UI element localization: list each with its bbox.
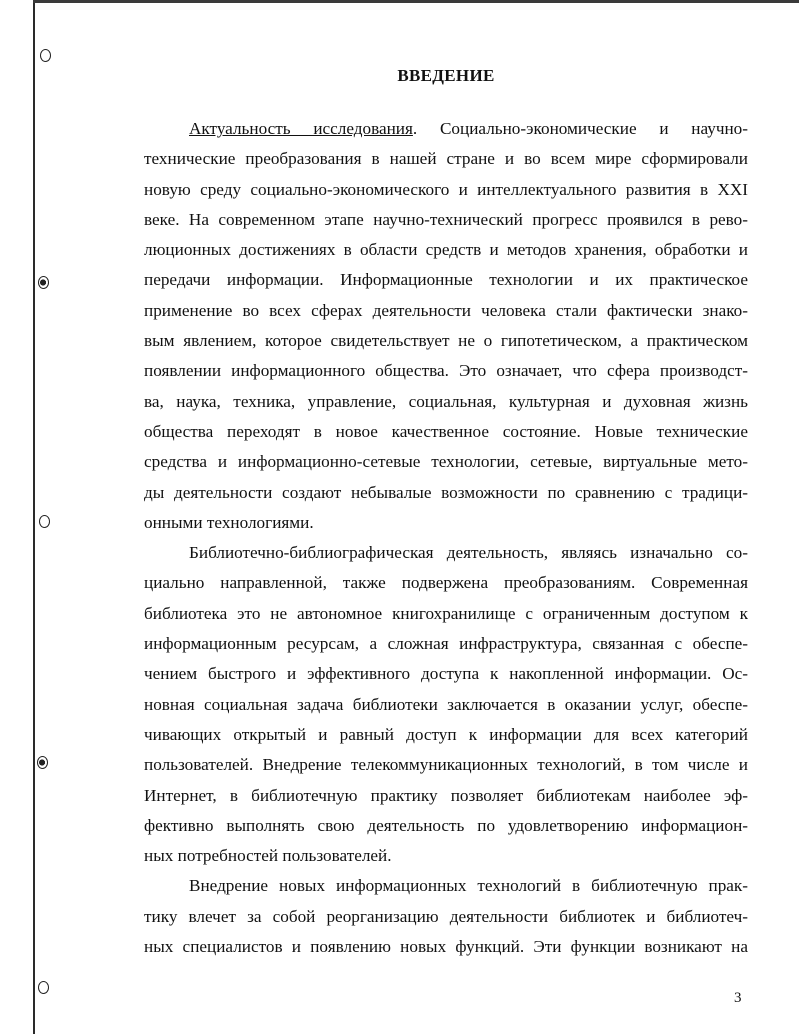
text-line: ных специалистов и появлению новых функций. Эти функции возникают на — [144, 937, 748, 957]
body-text — [144, 114, 748, 962]
page-title: ВВЕДЕНИЕ — [397, 66, 495, 85]
text-line: новная социальная задача библиотеки заключается в оказании услуг, обеспе- — [144, 694, 748, 714]
section-lead: Актуальность исследования — [189, 119, 413, 138]
text-line: пользователей. Внедрение телекоммуникационных технологий, в том числе и — [144, 755, 748, 775]
text-line: тику влечет за собой реорганизацию деятельности библиотек и библиотеч- — [144, 906, 748, 926]
text-line: информационным ресурсам, а сложная инфраструктура, связанная с обеспе- — [144, 634, 748, 654]
text-line: ва, наука, техника, управление, социальная, культурная и духовная жизнь — [144, 391, 748, 411]
text-line: Библиотечно-библиографическая деятельность, являясь изначально со- — [189, 543, 748, 563]
page-number: 3 — [734, 990, 742, 1006]
punch-hole-icon — [37, 756, 48, 769]
binding-edge — [33, 0, 35, 1034]
text-line: вым явлением, которое свидетельствует не о гипотетическом, а практическом — [144, 331, 748, 351]
text-line: ды деятельности создают небывалые возможности по сравнению с традици- — [144, 482, 748, 502]
text-line: чивающих открытый и равный доступ к информации для всех категорий — [144, 724, 748, 744]
text-line: Внедрение новых информационных технологий в библиотечную прак- — [189, 876, 748, 896]
text-line-content: . Социально-экономические и научно- — [412, 119, 748, 138]
text-line: чением быстрого и эффективного доступа к накопленной информации. Ос- — [144, 664, 748, 684]
text-line: ных потребностей пользователей. — [144, 846, 392, 866]
punch-hole-icon — [38, 981, 49, 994]
top-edge — [33, 0, 799, 3]
text-line: применение во всех сферах деятельности человека стали фактически знако- — [144, 300, 748, 320]
text-line: люционных достижениях в области средств и методов хранения, обработки и — [144, 240, 748, 260]
text-line: веке. На современном этапе научно-технический прогресс проявился в рево- — [144, 209, 748, 229]
text-line: средства и информационно-сетевые технологии, сетевые, виртуальные мето- — [144, 452, 748, 472]
text-line: фективно выполнять свою деятельность по удовлетворению информацион- — [144, 815, 748, 835]
punch-hole-icon — [38, 276, 49, 289]
text-line: передачи информации. Информационные технологии и их практическое — [144, 270, 748, 290]
text-line — [144, 114, 748, 144]
text-line: новую среду социально-экономического и интеллектуального развития в XXI — [144, 179, 748, 199]
text-line: появлении информационного общества. Это означает, что сфера производст- — [144, 361, 748, 381]
text-line: онными технологиями. — [144, 512, 314, 532]
text-line: Интернет, в библиотечную практику позволяет библиотекам наиболее эф- — [144, 785, 748, 805]
punch-hole-icon — [39, 515, 50, 528]
punch-hole-icon — [40, 49, 51, 62]
text-line: библиотека это не автономное книгохранилище с ограниченным доступом к — [144, 603, 748, 623]
text-line: технические преобразования в нашей стране и во всем мире сформировали — [144, 149, 748, 169]
text-line: общества переходят в новое качественное состояние. Новые технические — [144, 421, 748, 441]
text-line: циально направленной, также подвержена преобразованиям. Современная — [144, 573, 748, 593]
